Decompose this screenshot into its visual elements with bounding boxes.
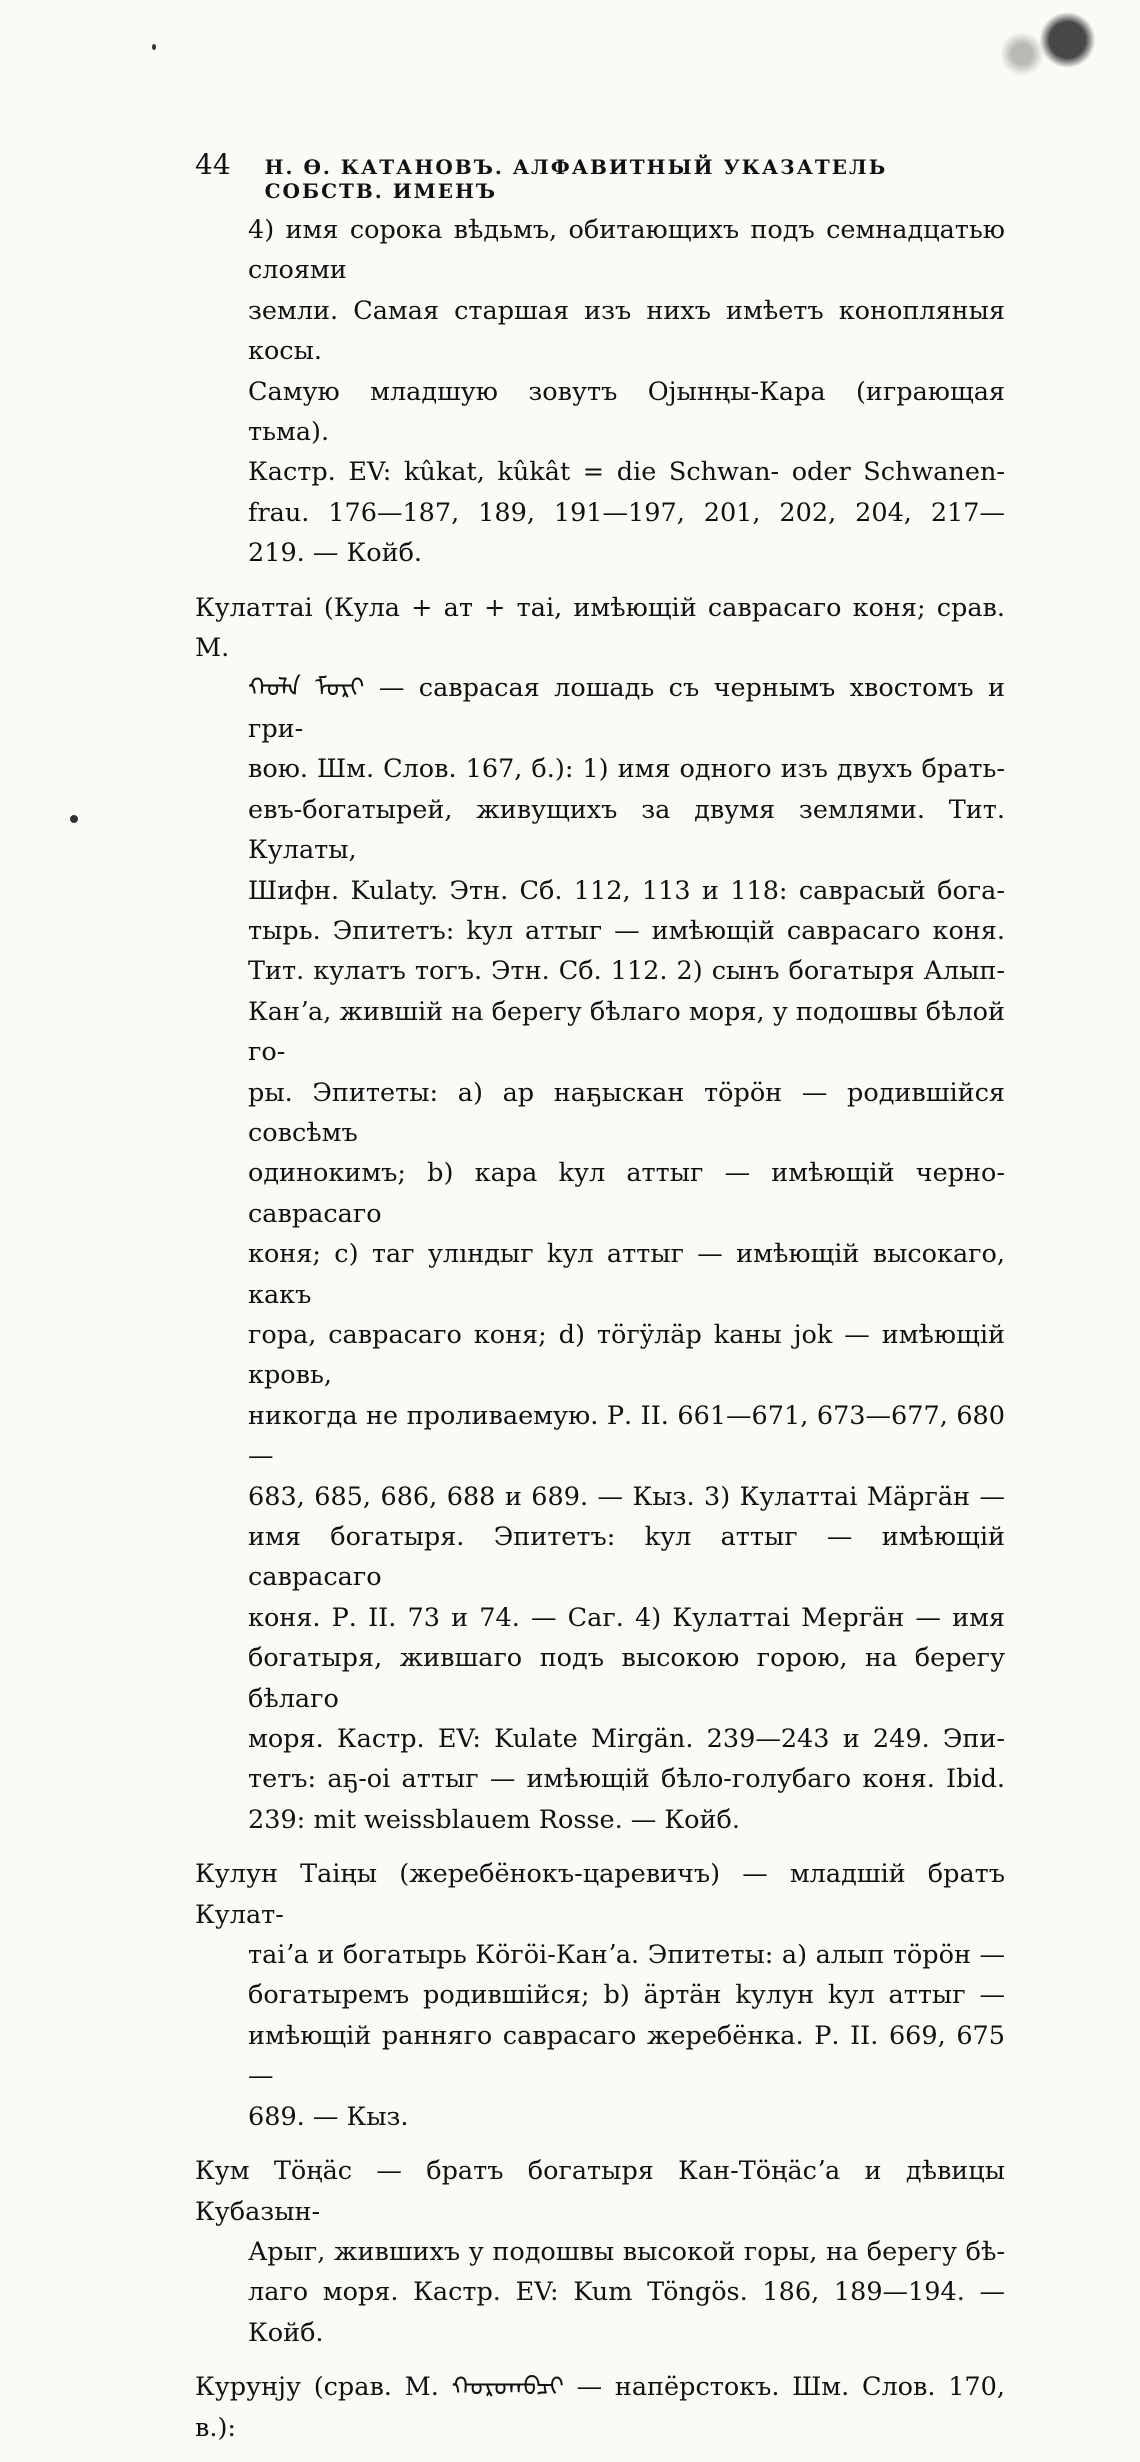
- running-title: Н. Ѳ. КАТАНОВЪ. АЛФАВИТНЫЙ УКАЗАТЕЛЬ СОБСТВ. ИМЕНЪ: [264, 155, 888, 203]
- entry-headword-line: Кум Тöңäс — братъ богатыря Кан-Тöңäсʼа и дѣвицы Кубазын-: [195, 2156, 1005, 2227]
- entry-kulattai: [195, 588, 1005, 1841]
- scan-speck: [152, 44, 156, 50]
- entry-kulun-taingy: [195, 1854, 1005, 2137]
- text-line: имѣющій ранняго саврасаго жеребёнка. Р. II. 669, 675—: [248, 2020, 1005, 2092]
- text-line: 683, 685, 686, 688 и 689. — Кыз. 3) Кулаттаі Мäргäн —: [248, 1481, 1005, 1512]
- text-line: лаго моря. Кастр. EV: Kum Töngös. 186, 189—194. —: [248, 2277, 1005, 2308]
- entry-headword-line: Курунjу (срав. М. ᠬᠤᠷᠤᠭᠪᠴᠢ — напёрстокъ. Шм. Слов. 170, в.):: [195, 2372, 1005, 2443]
- page-number: 44: [195, 148, 231, 181]
- text-line: Самую младшую зовутъ Оjынңы-Кара (играющая тьма).: [248, 376, 1005, 448]
- text-line: имя богатыря. Эпитетъ: kул аттыг — имѣющій саврасаго: [248, 1522, 1005, 1593]
- text-line: таіʼа и богатырь Кöгöі-Канʼа. Эпитеты: а) алып тöрöн —: [248, 1940, 1005, 1971]
- text-line: 239: mit weissblauem Rosse. — Койб.: [248, 1804, 740, 1835]
- page-body: [195, 210, 1005, 2462]
- text-line: никогда не проливаемую. Р. II. 661—671, 673—677, 680—: [248, 1400, 1005, 1472]
- running-header: [195, 148, 1015, 203]
- text-line: ᠬᠤᠯᠠ ᠮᠣᠷᠢ — саврасая лошадь съ чернымъ хвостомъ и гри-: [248, 673, 1005, 744]
- text-line: ры. Эпитеты: а) ар наҕыскан тöрöн — родившійся совсѣмъ: [248, 1077, 1005, 1148]
- text-line: гора, саврасаго коня; d) тöгÿлäр kаны jok — имѣющій кровь,: [248, 1319, 1005, 1391]
- text-line: евъ-богатырей, живущихъ за двумя землями. Тит. Кулаты,: [248, 794, 1005, 866]
- scan-speck: [70, 815, 78, 823]
- text-line: тетъ: аҕ-оі аттыг — имѣющій бѣло-голубаго коня. Ibid.: [248, 1764, 1005, 1795]
- entry-headword-line: Кулун Таіңы (жеребёнокъ-царевичъ) — младшій братъ Кулат-: [195, 1859, 1005, 1930]
- text-line: тырь. Эпитетъ: kул аттыг — имѣющій саврасаго коня.: [248, 915, 1005, 946]
- text-line: Арыг, жившихъ у подошвы высокой горы, на берегу бѣ-: [248, 2236, 1005, 2267]
- entry-kum-tongas: [195, 2151, 1005, 2353]
- text-line: коня; с) таг улıндыг kул аттыг — имѣющій высокаго, какъ: [248, 1239, 1005, 1310]
- text-line: 689. — Кыз.: [248, 2101, 409, 2132]
- text-line: Кастр. EV: kûkat, kûkât = die Schwan- oder Schwanen-: [248, 457, 1005, 488]
- text-line: 219. — Койб.: [248, 538, 423, 569]
- scan-smudge: [970, 12, 1100, 82]
- text-line: моря. Кастр. EV: Kulate Mirgän. 239—243 и 249. Эпи-: [248, 1724, 1005, 1755]
- text-line: 4) имя сорока вѣдьмъ, обитающихъ подъ семнадцатью слоями: [248, 215, 1005, 286]
- text-line: вою. Шм. Слов. 167, б.): 1) имя одного изъ двухъ брать-: [248, 754, 1005, 785]
- text-line: Шифн. Kulaty. Этн. Сб. 112, 113 и 118: саврасый бога-: [248, 875, 1005, 906]
- entry-headword-line: Кулаттаі (Кула + ат + таі, имѣющій саврасаго коня; срав. М.: [195, 592, 1005, 664]
- text-line: одинокимъ; b) кара kул аттыг — имѣющій черно-саврасаго: [248, 1158, 1005, 1229]
- entry-kurunju: [195, 2367, 1005, 2448]
- text-line: коня. Р. II. 73 и 74. — Саг. 4) Кулаттаі Мергäн — имя: [248, 1602, 1005, 1633]
- text-line: Канʼа, жившій на берегу бѣлаго моря, у подошвы бѣлой го-: [248, 996, 1005, 1068]
- text-line: богатыря, жившаго подъ высокою горою, на берегу бѣлаго: [248, 1643, 1005, 1714]
- text-line: Тит. кулатъ тогъ. Этн. Сб. 112. 2) сынъ богатыря Алып-: [248, 956, 1005, 987]
- text-line: земли. Самая старшая изъ нихъ имѣетъ конопляныя косы.: [248, 295, 1005, 367]
- text-line: богатыремъ родившійся; b) äртäн kулун kул аттыг —: [248, 1980, 1005, 2011]
- entry-continuation: [195, 210, 1005, 574]
- text-line: frau. 176—187, 189, 191—197, 201, 202, 204, 217—: [248, 497, 1005, 528]
- text-line: Койб.: [248, 2317, 324, 2348]
